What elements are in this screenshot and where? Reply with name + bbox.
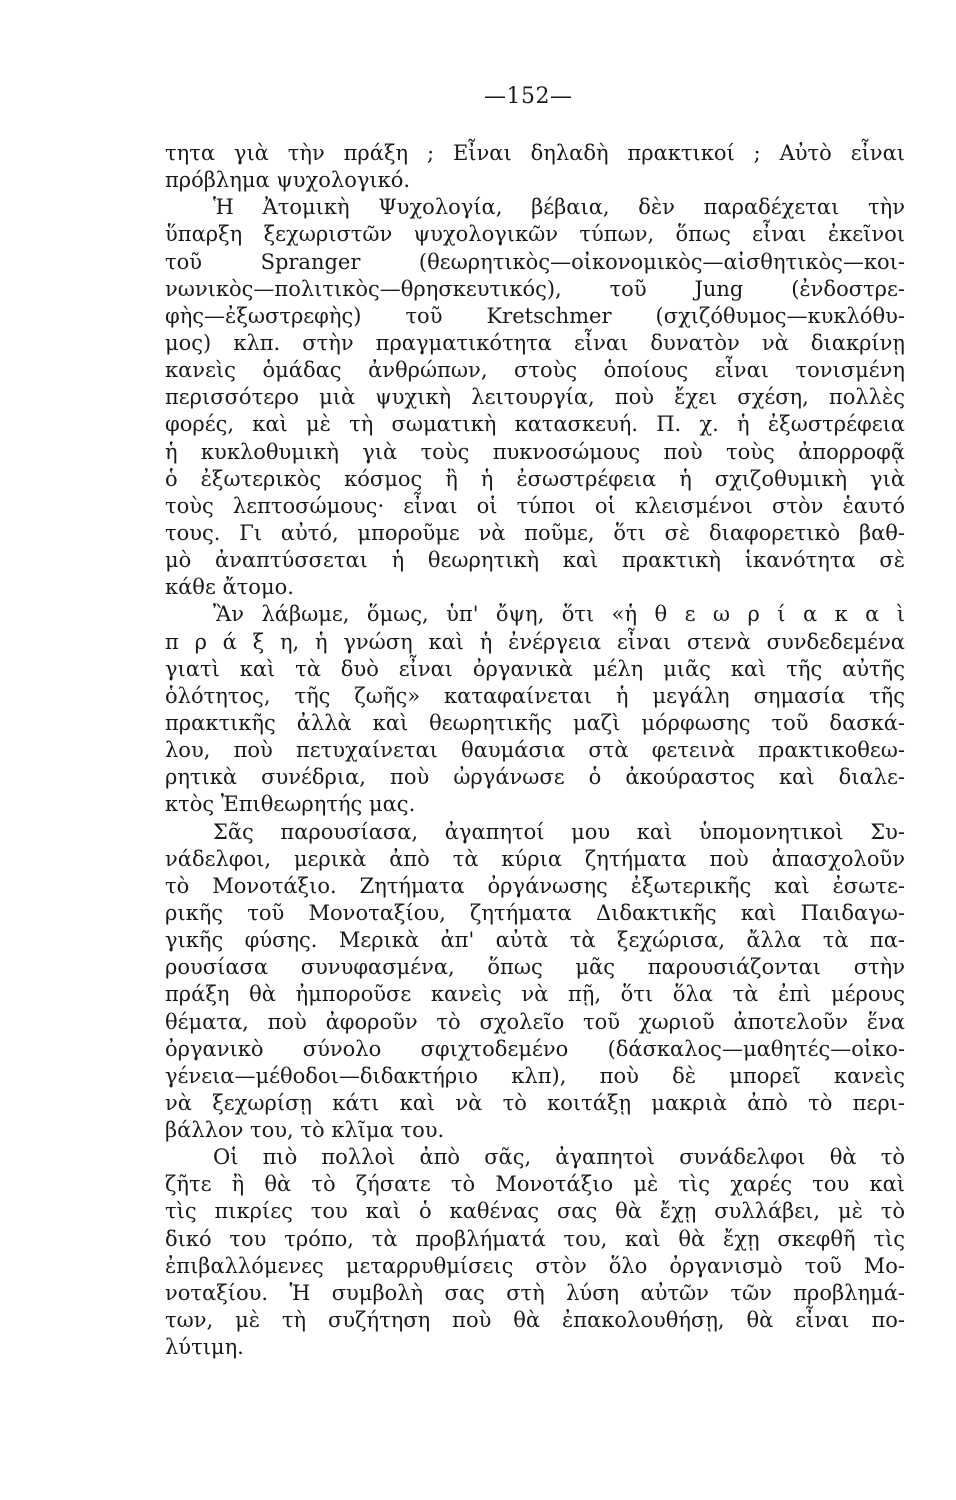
- text-line: ἡ κυκλοθυμικὴ γιὰ τοὺς πυκνοσώμους ποὺ τοὺς ἀπορροφᾷ: [165, 439, 905, 464]
- text-line: τοὺς λεπτοσώμους· εἶναι οἱ τύποι οἱ κλεισμένοι στὸν ἑαυτό: [165, 493, 905, 518]
- text-line: π ρ ά ξ η, ἡ γνώση καὶ ἡ ἐνέργεια εἶναι στενὰ συνδεδεμένα: [165, 629, 905, 654]
- text-line: γιατὶ καὶ τὰ δυὸ εἶναι ὀργανικὰ μέλη μιᾶς καὶ τῆς αὐτῆς: [165, 656, 905, 681]
- text-line: Οἱ πιὸ πολλοὶ ἀπὸ σᾶς, ἀγαπητοὶ συνάδελφοι θὰ τὸ: [213, 1145, 905, 1170]
- text-line: ὀργανικὸ σύνολο σφιχτοδεμένο (δάσκαλος—μαθητές—οἰκο-: [165, 1036, 905, 1061]
- text-line: ζῆτε ἢ θὰ τὸ ζήσατε τὸ Μονοτάξιο μὲ τὶς χαρές του καὶ: [165, 1172, 905, 1197]
- text-line: μὸ ἀναπτύσσεται ἡ θεωρητικὴ καὶ πρακτικὴ ἱκανότητα σὲ: [165, 548, 905, 573]
- text-line: δικό του τρόπο, τὰ προβλήματά του, καὶ θὰ ἔχῃ σκεφθῆ τὶς: [165, 1226, 905, 1251]
- text-line: κτὸς Ἐπιθεωρητής μας.: [165, 792, 416, 817]
- text-line: τὸ Μονοτάξιο. Ζητήματα ὀργάνωσης ἐξωτερικῆς καὶ ἐσωτε-: [165, 873, 905, 898]
- text-line: λύτιμη.: [165, 1335, 244, 1360]
- text-line: γικῆς φύσης. Μερικὰ ἀπ' αὐτὰ τὰ ξεχώρισα, ἄλλα τὰ πα-: [165, 928, 905, 953]
- text-line: μος) κλπ. στὴν πραγματικότητα εἶναι δυνατὸν νὰ διακρίνῃ: [165, 330, 905, 355]
- text-line: τοῦ Spranger (θεωρητικὸς—οἰκονομικὸς—αἰσθητικὸς—κοι-: [165, 249, 905, 274]
- text-line: νοταξίου. Ἡ συμβολὴ σας στὴ λύση αὐτῶν τῶν προβλημά-: [165, 1280, 905, 1305]
- text-line: κάθε ἄτομο.: [165, 575, 294, 600]
- text-line: ἐπιβαλλόμενες μεταρρυθμίσεις στὸν ὅλο ὀργανισμὸ τοῦ Μο-: [165, 1253, 905, 1278]
- text-line: γένεια—μέθοδοι—διδακτήριο κλπ), ποὺ δὲ μπορεῖ κανεὶς: [165, 1063, 905, 1088]
- text-line: νάδελφοι, μερικὰ ἀπὸ τὰ κύρια ζητήματα ποὺ ἀπασχολοῦν: [165, 846, 905, 871]
- text-line: ὁλότητος, τῆς ζωῆς» καταφαίνεται ἡ μεγάλη σημασία τῆς: [165, 683, 905, 708]
- text-line: φὴς—ἐξωστρεφὴς) τοῦ Kretschmer (σχιζόθυμος—κυκλόθυ-: [165, 303, 905, 328]
- text-line: νωνικὸς—πολιτικὸς—θρησκευτικός), τοῦ Jung (ἐνδοστρε-: [165, 276, 905, 301]
- text-line: περισσότερο μιὰ ψυχικὴ λειτουργία, ποὺ ἔχει σχέση, πολλὲς: [165, 385, 905, 410]
- text-line: ὁ ἐξωτερικὸς κόσμος ἢ ἡ ἐσωστρέφεια ἡ σχιζοθυμικὴ γιὰ: [165, 466, 905, 491]
- text-line: Ἂν λάβωμε, ὅμως, ὑπ' ὄψη, ὅτι «ἡ θ ε ω ρ ί α κ α ὶ: [213, 602, 905, 627]
- text-line: τους. Γι αὐτό, μποροῦμε νὰ ποῦμε, ὅτι σὲ διαφορετικὸ βαθ-: [165, 520, 905, 545]
- text-line: τὶς πικρίες του καὶ ὁ καθένας σας θὰ ἔχῃ συλλάβει, μὲ τὸ: [165, 1199, 905, 1224]
- text-line: ὕπαρξη ξεχωριστῶν ψυχολογικῶν τύπων, ὅπως εἶναι ἐκεῖνοι: [165, 222, 905, 247]
- text-line: ρητικὰ συνέδρια, ποὺ ὠργάνωσε ὁ ἀκούραστος καὶ διαλε-: [165, 765, 905, 790]
- body-text: [165, 140, 905, 1361]
- text-line: πράξη θὰ ἠμποροῦσε κανεὶς νὰ πῇ, ὅτι ὅλα τὰ ἐπὶ μέρους: [165, 982, 905, 1007]
- text-line: ρουσίασα συνυφασμένα, ὅπως μᾶς παρουσιάζονται στὴν: [165, 955, 905, 980]
- text-line: βάλλον του, τὸ κλῖμα του.: [165, 1118, 445, 1143]
- text-line: Ἡ Ἀτομικὴ Ψυχολογία, βέβαια, δὲν παραδέχεται τὴν: [213, 195, 905, 220]
- text-line: τητα γιὰ τὴν πράξη ; Εἶναι δηλαδὴ πρακτικοί ; Αὐτὸ εἶναι: [165, 141, 905, 165]
- text-line: Σᾶς παρουσίασα, ἀγαπητοί μου καὶ ὑπομονητικοὶ Συ-: [213, 819, 905, 844]
- page-number: —152—: [484, 84, 573, 109]
- text-line: φορές, καὶ μὲ τὴ σωματικὴ κατασκευή. Π. χ. ἡ ἐξωστρέφεια: [165, 412, 905, 437]
- text-line: νὰ ξεχωρίσῃ κάτι καὶ νὰ τὸ κοιτάξῃ μακριὰ ἀπὸ τὸ περι-: [165, 1090, 905, 1115]
- text-line: των, μὲ τὴ συζήτηση ποὺ θὰ ἐπακολουθήσῃ, θὰ εἶναι πο-: [165, 1308, 905, 1333]
- text-line: πρόβλημα ψυχολογικό.: [165, 168, 411, 193]
- text-line: θέματα, ποὺ ἀφοροῦν τὸ σχολεῖο τοῦ χωριοῦ ἀποτελοῦν ἕνα: [165, 1009, 905, 1034]
- text-line: πρακτικῆς ἀλλὰ καὶ θεωρητικῆς μαζὶ μόρφωσης τοῦ δασκά-: [165, 710, 905, 735]
- text-line: κανεὶς ὁμάδας ἀνθρώπων, στοὺς ὁποίους εἶναι τονισμένη: [165, 358, 905, 383]
- text-line: λου, ποὺ πετυχαίνεται θαυμάσια στὰ φετεινὰ πρακτικοθεω-: [165, 738, 905, 763]
- text-line: ρικῆς τοῦ Μονοταξίου, ζητήματα Διδακτικῆς καὶ Παιδαγω-: [165, 900, 905, 925]
